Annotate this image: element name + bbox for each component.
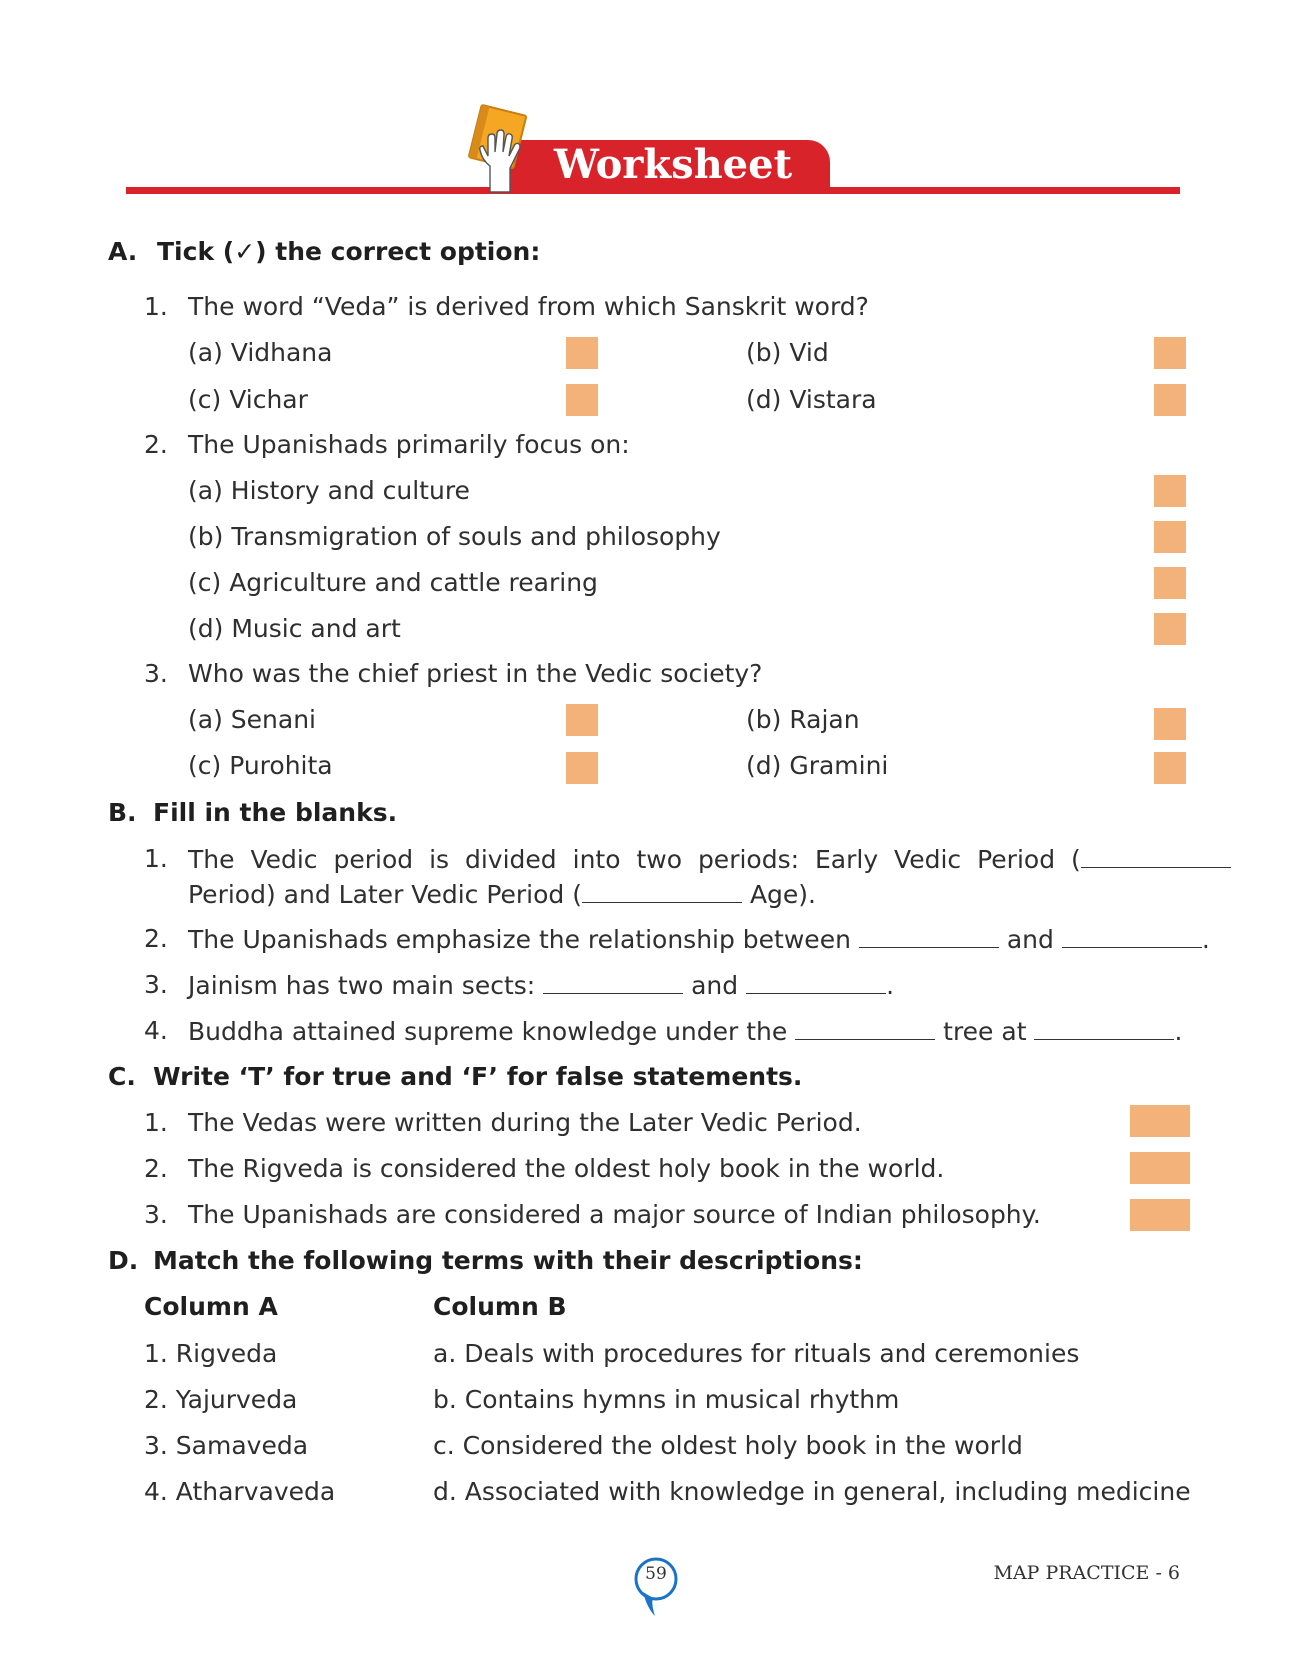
option-label: (c) Agriculture and cattle rearing bbox=[188, 568, 598, 597]
option-label: (a) Vidhana bbox=[188, 338, 333, 367]
fill-text: Buddha attained supreme knowledge under the bbox=[188, 1017, 796, 1046]
match-term: 3. Samaveda bbox=[144, 1431, 309, 1460]
fill-text: Age). bbox=[742, 880, 816, 909]
true-false-box[interactable] bbox=[1130, 1152, 1190, 1184]
page-number: 59 bbox=[645, 1564, 667, 1584]
blank-field[interactable] bbox=[1034, 1015, 1174, 1040]
match-term: 4. Atharvaveda bbox=[144, 1477, 336, 1506]
fill-blank-line bbox=[188, 843, 1188, 876]
page-title: Worksheet bbox=[553, 141, 793, 188]
section-d-heading: Match the following terms with their descriptions: bbox=[153, 1246, 863, 1275]
question-number: 1. bbox=[144, 844, 168, 873]
answer-checkbox[interactable] bbox=[1154, 708, 1186, 740]
blank-field[interactable] bbox=[1081, 843, 1231, 868]
blank-field[interactable] bbox=[1062, 923, 1202, 948]
fill-blank-line bbox=[188, 1015, 1182, 1048]
fill-text: The Upanishads emphasize the relationship between bbox=[188, 925, 859, 954]
fill-text: The Vedic period is divided into two periods: Early Vedic Period ( bbox=[188, 845, 1081, 874]
fill-text: Jainism has two main sects: bbox=[188, 971, 544, 1000]
column-a-header: Column A bbox=[144, 1292, 278, 1321]
fill-text: Period) and Later Vedic Period ( bbox=[188, 880, 582, 909]
question-text: The Upanishads primarily focus on: bbox=[188, 430, 630, 459]
blank-field[interactable] bbox=[746, 969, 886, 994]
fill-text: . bbox=[1201, 925, 1210, 954]
answer-checkbox[interactable] bbox=[1154, 567, 1186, 599]
question-number: 4. bbox=[144, 1016, 168, 1045]
question-number: 1. bbox=[144, 1108, 168, 1137]
question-number: 3. bbox=[144, 1200, 168, 1229]
answer-checkbox[interactable] bbox=[566, 752, 598, 784]
section-b-heading: Fill in the blanks. bbox=[153, 798, 398, 827]
question-number: 2. bbox=[144, 1154, 168, 1183]
fill-text: . bbox=[1174, 1017, 1183, 1046]
option-label: (d) Music and art bbox=[188, 614, 401, 643]
blank-field[interactable] bbox=[795, 1015, 935, 1040]
match-term: 2. Yajurveda bbox=[144, 1385, 298, 1414]
section-b-letter: B. bbox=[108, 798, 137, 827]
question-text: Who was the chief priest in the Vedic society? bbox=[188, 659, 763, 688]
answer-checkbox[interactable] bbox=[566, 384, 598, 416]
answer-checkbox[interactable] bbox=[1154, 337, 1186, 369]
answer-checkbox[interactable] bbox=[1154, 521, 1186, 553]
book-hand-icon bbox=[464, 104, 534, 198]
option-label: (d) Gramini bbox=[746, 751, 889, 780]
option-label: (a) Senani bbox=[188, 705, 316, 734]
fill-blank-line bbox=[188, 923, 1210, 956]
question-number: 3. bbox=[144, 970, 168, 999]
fill-blank-line bbox=[188, 969, 894, 1002]
answer-checkbox[interactable] bbox=[566, 704, 598, 736]
match-description: a. Deals with procedures for rituals and ceremonies bbox=[433, 1339, 1080, 1368]
answer-checkbox[interactable] bbox=[1154, 613, 1186, 645]
fill-text: . bbox=[886, 971, 895, 1000]
question-number: 2. bbox=[144, 430, 168, 459]
option-label: (c) Vichar bbox=[188, 385, 308, 414]
statement-text: The Vedas were written during the Later Vedic Period. bbox=[188, 1108, 862, 1137]
match-description: d. Associated with knowledge in general, including medicine bbox=[433, 1477, 1191, 1506]
match-description: c. Considered the oldest holy book in the world bbox=[433, 1431, 1023, 1460]
question-text: The word “Veda” is derived from which Sanskrit word? bbox=[188, 292, 869, 321]
section-d-letter: D. bbox=[108, 1246, 139, 1275]
question-number: 3. bbox=[144, 659, 168, 688]
column-b-header: Column B bbox=[433, 1292, 567, 1321]
match-term: 1. Rigveda bbox=[144, 1339, 278, 1368]
footer-label: MAP PRACTICE - 6 bbox=[993, 1562, 1180, 1584]
true-false-box[interactable] bbox=[1130, 1105, 1190, 1137]
fill-text: and bbox=[998, 925, 1062, 954]
answer-checkbox[interactable] bbox=[1154, 475, 1186, 507]
option-label: (a) History and culture bbox=[188, 476, 470, 505]
fill-text: and bbox=[683, 971, 747, 1000]
option-label: (d) Vistara bbox=[746, 385, 877, 414]
answer-checkbox[interactable] bbox=[566, 337, 598, 369]
option-label: (b) Vid bbox=[746, 338, 829, 367]
section-c-letter: C. bbox=[108, 1062, 136, 1091]
statement-text: The Upanishads are considered a major source of Indian philosophy. bbox=[188, 1200, 1041, 1229]
option-label: (b) Transmigration of souls and philosophy bbox=[188, 522, 721, 551]
answer-checkbox[interactable] bbox=[1154, 752, 1186, 784]
section-c-heading: Write ‘T’ for true and ‘F’ for false statements. bbox=[153, 1062, 803, 1091]
section-a-heading: Tick (✓) the correct option: bbox=[157, 237, 541, 266]
option-label: (c) Purohita bbox=[188, 751, 333, 780]
blank-field[interactable] bbox=[859, 923, 999, 948]
question-number: 1. bbox=[144, 292, 168, 321]
answer-checkbox[interactable] bbox=[1154, 384, 1186, 416]
question-number: 2. bbox=[144, 924, 168, 953]
section-a-letter: A. bbox=[108, 237, 138, 266]
statement-text: The Rigveda is considered the oldest holy book in the world. bbox=[188, 1154, 945, 1183]
match-description: b. Contains hymns in musical rhythm bbox=[433, 1385, 900, 1414]
fill-text: tree at bbox=[935, 1017, 1035, 1046]
option-label: (b) Rajan bbox=[746, 705, 860, 734]
blank-field[interactable] bbox=[543, 969, 683, 994]
fill-blank-line bbox=[188, 878, 816, 911]
true-false-box[interactable] bbox=[1130, 1199, 1190, 1231]
blank-field[interactable] bbox=[582, 878, 742, 903]
